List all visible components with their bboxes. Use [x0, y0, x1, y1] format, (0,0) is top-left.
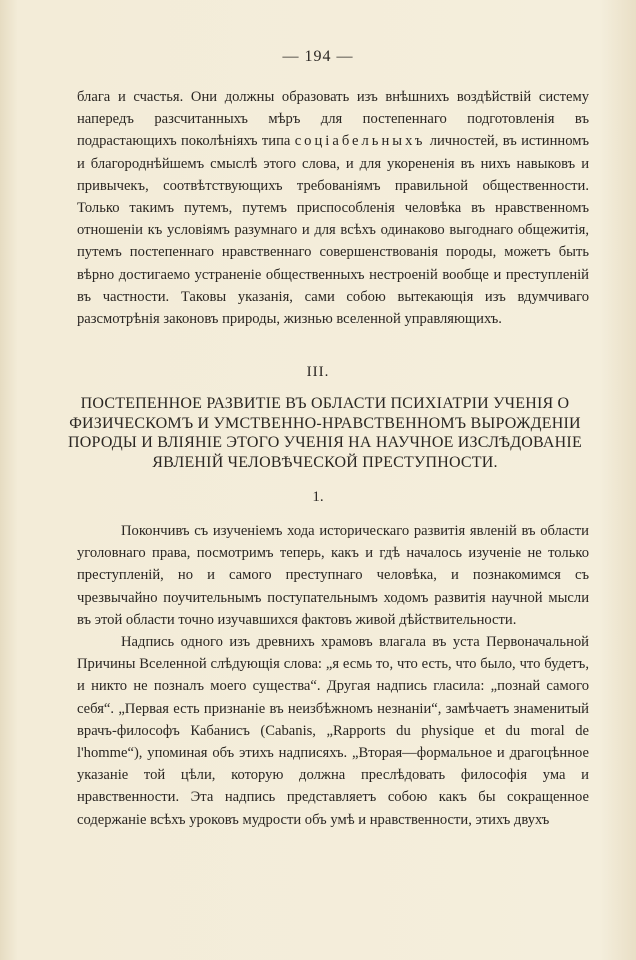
body-paragraph-2-start: Надпись одного изъ древнихъ храмовъ влагала въ уста Первоначальной Причины Вселенной слѣдующія слова: „я есмь то, что есть, что было, что будетъ, и никто не позналъ моего существа“. Другая надпись гласила: „познай самого себя“. „Первая есть признаніе въ неизбѣжномъ незнаніи“, замѣчаетъ знаменитый врачъ-философъ Кабанисъ (	[77, 634, 589, 739]
subsection-number: 1.	[312, 489, 324, 505]
body-paragraph-1: Покончивъ съ изученіемъ хода историческаго развитія явленій въ области уголовнаго права, посмотримъ теперь, какъ и гдѣ началось изученіе не только преступленій, но и самого преступнаго человѣка, и познакомимся съ чрезвычайно поучительнымъ поступательнымъ ходомъ развитія научной мысли въ этой области точно изучавшихся фактовъ живой дѣйствительности.	[77, 523, 589, 628]
latin-citation: Cabanis, „Rapports du physique et du moral de l'homme“	[77, 722, 589, 762]
spaced-emphasis-word: соціабельныхъ	[294, 133, 426, 150]
intro-text-before: блага и счастья. Они должны образовать изъ внѣшнихъ воздѣйствій систему напередъ разсчитанныхъ мѣръ для постепеннаго подготовленія въ подрастающихъ поколѣніяхъ типа	[77, 89, 589, 150]
page-number: — 194 —	[282, 48, 354, 65]
intro-paragraph-text	[77, 86, 589, 330]
intro-paragraph	[77, 86, 589, 330]
section-number: III.	[306, 364, 330, 380]
body-paragraph-2	[77, 631, 589, 831]
intro-text-after: личностей, въ истинномъ и благороднѣйшемъ смыслѣ этого слова, и для укорененія въ нихъ навыковъ и привычекъ, соотвѣтствующихъ требованіямъ правильной общественности. Только такимъ путемъ, путемъ приспособленія человѣка въ нравственномъ отношеніи къ условіямъ разумнаго и для всѣхъ одинаково выгоднаго общежитія, путемъ постепеннаго нравственнаго совершенствованія породы, можетъ быть вѣрно достигаемо устраненіе общественныхъ нестроеній вообще и преступленій въ частности. Таковы указанія, сами собою вытекающія изъ вдумчиваго разсмотрѣнія законовъ природы, жизнью вселенной управляющихъ.	[77, 133, 589, 328]
body-paragraph-2-end: ), упоминая объ этихъ надписяхъ. „Вторая—формальное и драгоцѣнное указаніе той цѣли, которую должна преслѣдовать философія ума и нравственности. Эта надпись представляетъ собою какъ бы сокращенное содержаніе всѣхъ уроковъ мудрости объ умѣ и нравственности, этихъ двухъ	[77, 745, 589, 828]
body-text	[77, 520, 589, 831]
section-title: ПОСТЕПЕННОЕ РАЗВИТІЕ ВЪ ОБЛАСТИ ПСИХІАТРІИ УЧЕНІЯ О ФИЗИЧЕСКОМЪ И УМСТВЕННО-НРАВСТВЕННОМЪ ВЫРОЖДЕНІИ ПОРОДЫ И ВЛІЯНІЕ ЭТОГО УЧЕНІЯ НА НАУЧНОЕ ИЗСЛѢДОВАНІЕ ЯВЛЕНІЙ ЧЕЛОВѢЧЕСКОЙ ПРЕСТУПНОСТИ.	[68, 395, 582, 471]
